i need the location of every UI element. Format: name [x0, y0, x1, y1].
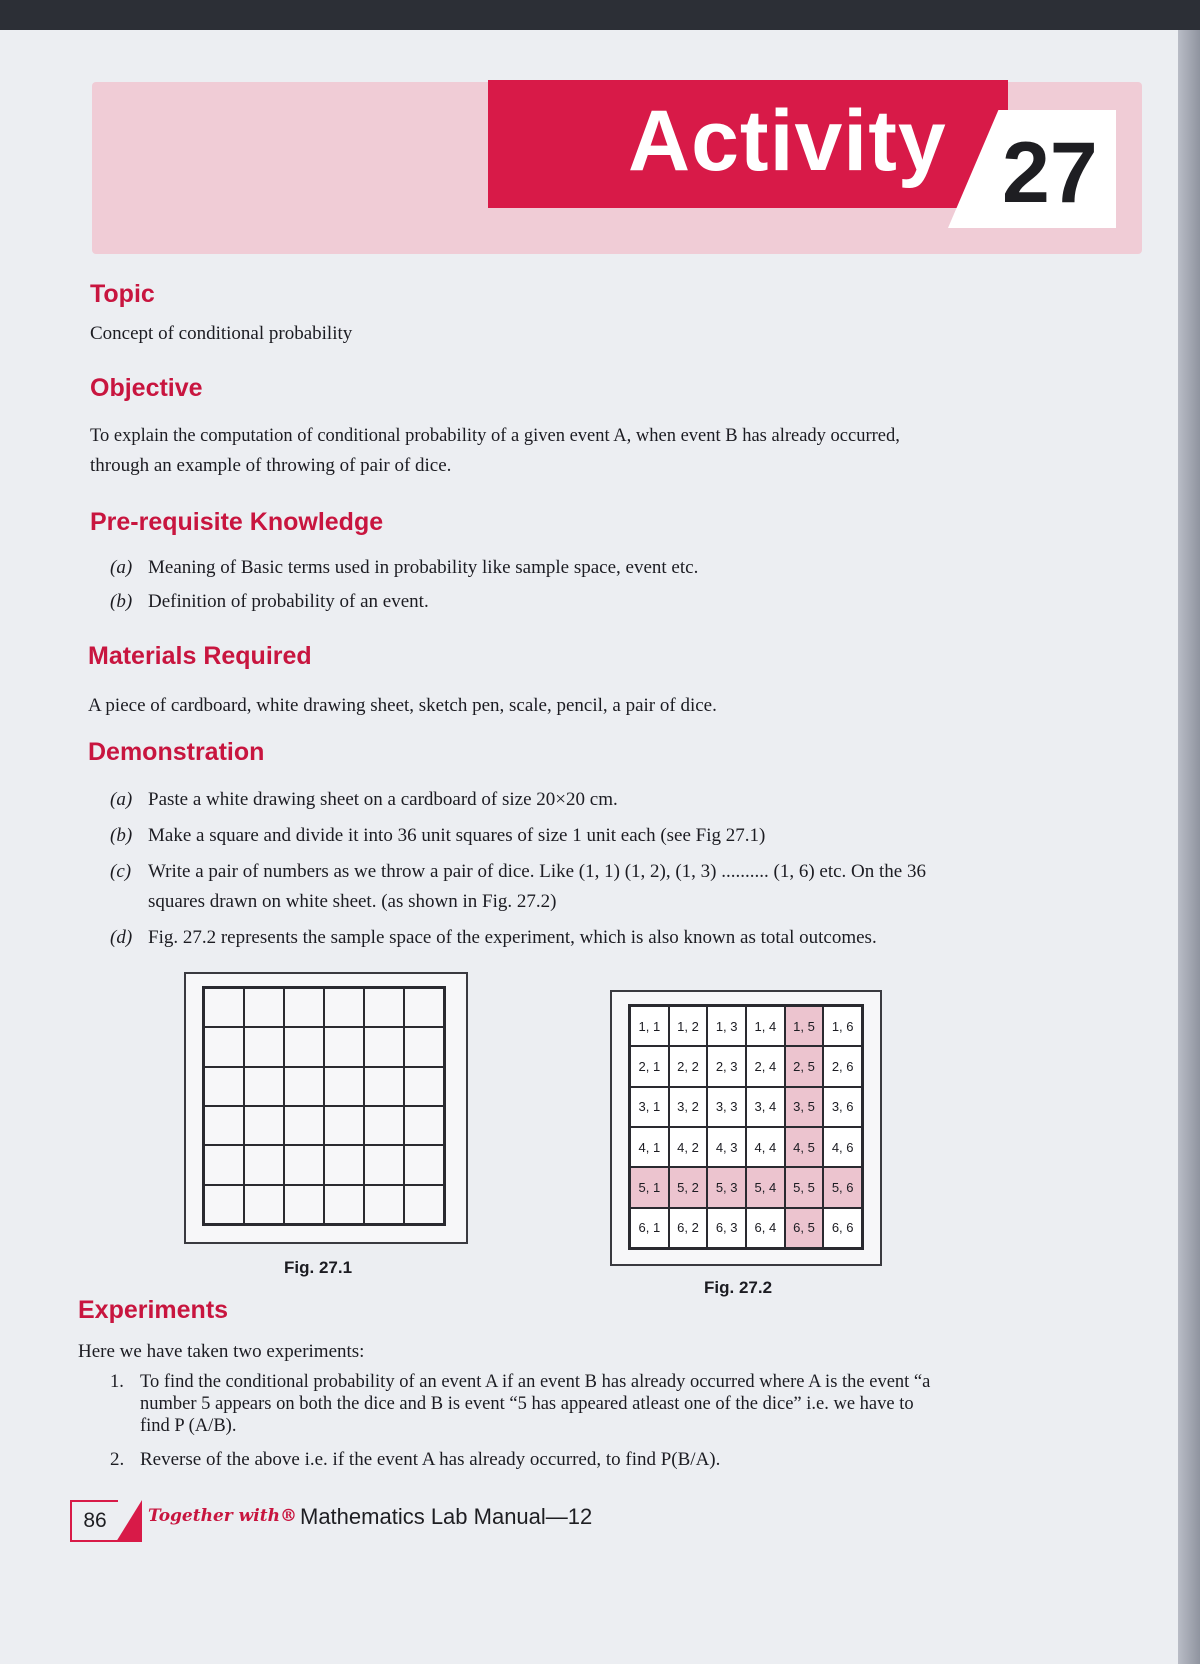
grid-cell [204, 988, 244, 1027]
grid-cell [404, 1027, 444, 1066]
outcome-cell: 2, 1 [630, 1046, 669, 1086]
outcome-cell: 5, 5 [785, 1167, 824, 1207]
grid-cell [284, 1145, 324, 1184]
outcome-cell: 4, 3 [707, 1127, 746, 1167]
grid-cell [364, 1067, 404, 1106]
outcome-cell: 3, 3 [707, 1087, 746, 1127]
grid-cell [244, 1027, 284, 1066]
item-number: 2. [110, 1449, 125, 1470]
outcome-cell: 6, 1 [630, 1208, 669, 1248]
item-label: (b) [110, 825, 133, 846]
item-number: 1. [110, 1372, 124, 1392]
experiments-heading: Experiments [78, 1296, 229, 1324]
item-label: (d) [110, 927, 133, 948]
item-line-2: number 5 appears on both the dice and B is event “5 has appeared atleast one of the dice” i.e. we have to [140, 1394, 914, 1414]
outcome-cell: 4, 1 [630, 1127, 669, 1167]
grid-cell [284, 988, 324, 1027]
outcome-cell: 6, 6 [823, 1208, 862, 1248]
grid-cell [324, 1106, 364, 1145]
outcome-cell: 6, 3 [707, 1208, 746, 1248]
outcome-cell: 2, 6 [823, 1046, 862, 1086]
grid-cell [324, 1185, 364, 1224]
outcome-cell: 6, 5 [785, 1208, 824, 1248]
figure-27-2 [610, 990, 882, 1266]
background-edge [0, 0, 1200, 30]
grid-cell [364, 1145, 404, 1184]
outcome-cell: 3, 1 [630, 1087, 669, 1127]
outcome-cell: 3, 4 [746, 1087, 785, 1127]
book-title: Mathematics Lab Manual—12 [300, 1504, 593, 1529]
outcome-cell: 3, 5 [785, 1087, 824, 1127]
outcome-cell: 1, 5 [785, 1006, 824, 1046]
sample-space-grid [628, 1004, 864, 1250]
objective-heading: Objective [90, 374, 203, 402]
outcome-cell: 1, 4 [746, 1006, 785, 1046]
grid-cell [364, 988, 404, 1027]
outcome-cell: 6, 4 [746, 1208, 785, 1248]
item-text: Make a square and divide it into 36 unit squares of size 1 unit each (see Fig 27.1) [148, 825, 766, 846]
item-line-3: find P (A/B). [140, 1416, 237, 1436]
materials-text: A piece of cardboard, white drawing sheet, sketch pen, scale, pencil, a pair of dice. [88, 695, 717, 716]
outcome-cell: 5, 1 [630, 1167, 669, 1207]
item-text: Write a pair of numbers as we throw a pair of dice. Like (1, 1) (1, 2), (1, 3) .......... (1, 6) etc. On the 36 [148, 861, 926, 882]
topic-text: Concept of conditional probability [90, 323, 353, 344]
grid-cell [204, 1067, 244, 1106]
grid-cell [404, 1067, 444, 1106]
outcome-cell: 4, 5 [785, 1127, 824, 1167]
grid-cell [404, 1185, 444, 1224]
grid-cell [284, 1106, 324, 1145]
materials-heading: Materials Required [88, 642, 312, 670]
grid-cell [404, 988, 444, 1027]
activity-number: 27 [1002, 125, 1098, 221]
grid-cell [284, 1185, 324, 1224]
item-label: (c) [110, 861, 132, 882]
outcome-cell: 1, 2 [669, 1006, 708, 1046]
grid-cell [404, 1106, 444, 1145]
figure-27-2-caption: Fig. 27.2 [704, 1278, 773, 1297]
outcome-cell: 5, 3 [707, 1167, 746, 1207]
outcome-cell: 4, 6 [823, 1127, 862, 1167]
grid-cell [284, 1027, 324, 1066]
activity-label: Activity [628, 93, 947, 189]
grid-cell [324, 1145, 364, 1184]
outcome-cell: 2, 2 [669, 1046, 708, 1086]
grid-cell [244, 988, 284, 1027]
grid-cell [324, 1027, 364, 1066]
page-number-tab [116, 1500, 142, 1542]
figure-27-1 [184, 972, 468, 1244]
page-number: 86 [70, 1500, 118, 1542]
outcome-cell: 5, 2 [669, 1167, 708, 1207]
item-label: (b) [110, 591, 133, 612]
item-text: Paste a white drawing sheet on a cardboard of size 20×20 cm. [148, 789, 618, 810]
grid-cell [244, 1067, 284, 1106]
outcome-cell: 2, 4 [746, 1046, 785, 1086]
outcome-cell: 3, 2 [669, 1087, 708, 1127]
grid-cell [204, 1185, 244, 1224]
grid-cell [324, 988, 364, 1027]
item-line-1: To find the conditional probability of an event A if an event B has already occurred where A is the event “a [140, 1372, 931, 1392]
item-label: (a) [110, 789, 133, 810]
outcome-cell: 5, 4 [746, 1167, 785, 1207]
prerequisite-heading: Pre-requisite Knowledge [90, 508, 384, 536]
outcome-cell: 2, 5 [785, 1046, 824, 1086]
grid-cell [324, 1067, 364, 1106]
demonstration-heading: Demonstration [88, 738, 265, 766]
grid-cell [204, 1027, 244, 1066]
item-label: (a) [110, 557, 133, 578]
grid-cell [244, 1106, 284, 1145]
grid-cell [204, 1145, 244, 1184]
outcome-cell: 5, 6 [823, 1167, 862, 1207]
item-line-1: Reverse of the above i.e. if the event A has already occurred, to find P(B/A). [140, 1449, 721, 1470]
item-text: Definition of probability of an event. [148, 591, 429, 612]
grid-cell [364, 1027, 404, 1066]
objective-line-2: through an example of throwing of pair of dice. [90, 455, 452, 476]
grid-cell [404, 1145, 444, 1184]
topic-heading: Topic [90, 280, 155, 308]
grid-cell [364, 1106, 404, 1145]
brand-logo: Together with® [148, 1506, 297, 1526]
grid-cell [244, 1185, 284, 1224]
grid-cell [364, 1185, 404, 1224]
outcome-cell: 4, 4 [746, 1127, 785, 1167]
empty-grid [202, 986, 446, 1226]
page-edge [1178, 30, 1200, 1664]
outcome-cell: 3, 6 [823, 1087, 862, 1127]
item-text-continued: squares drawn on white sheet. (as shown in Fig. 27.2) [148, 891, 557, 912]
item-text: Meaning of Basic terms used in probability like sample space, event etc. [148, 557, 699, 578]
outcome-cell: 1, 1 [630, 1006, 669, 1046]
outcome-cell: 6, 2 [669, 1208, 708, 1248]
grid-cell [244, 1145, 284, 1184]
outcome-cell: 2, 3 [707, 1046, 746, 1086]
outcome-cell: 1, 3 [707, 1006, 746, 1046]
objective-line-1: To explain the computation of conditional probability of a given event A, when event B has already occurred, [90, 426, 900, 446]
grid-cell [204, 1106, 244, 1145]
outcome-cell: 4, 2 [669, 1127, 708, 1167]
figure-27-1-caption: Fig. 27.1 [284, 1258, 353, 1277]
outcome-cell: 1, 6 [823, 1006, 862, 1046]
item-text: Fig. 27.2 represents the sample space of the experiment, which is also known as total outcomes. [148, 927, 877, 948]
experiments-intro: Here we have taken two experiments: [78, 1341, 365, 1362]
grid-cell [284, 1067, 324, 1106]
